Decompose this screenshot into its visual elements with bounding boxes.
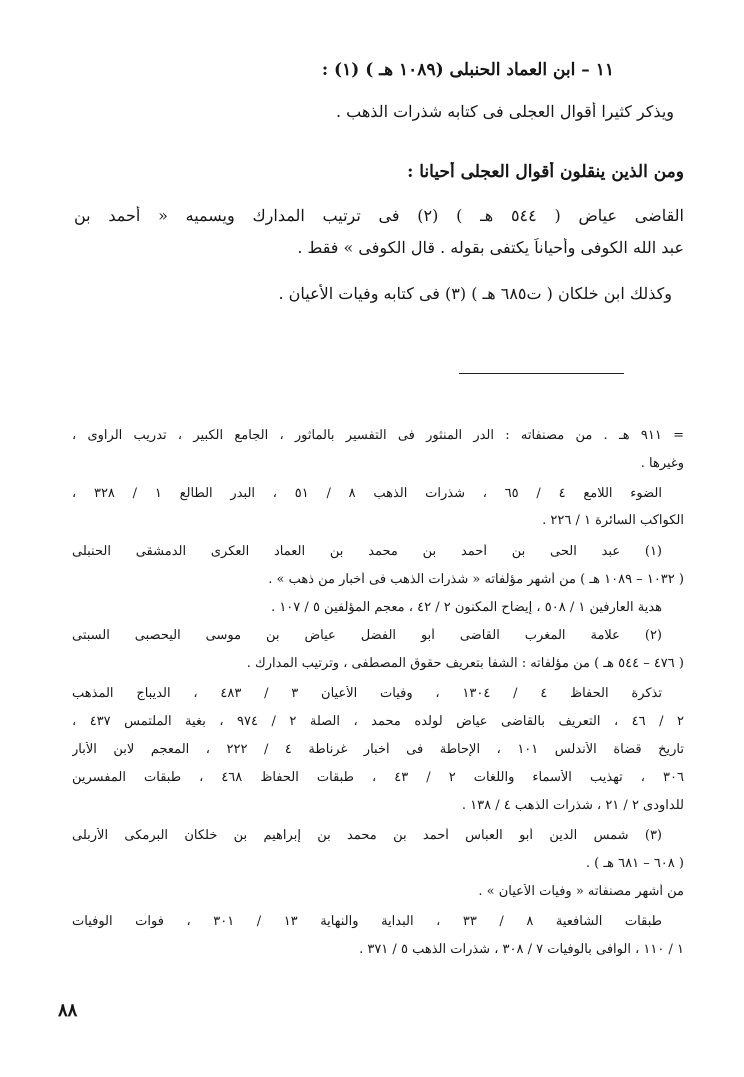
footnote-line: ١ / ١١٠ ، الوافى بالوفيات ٧ / ٣٠٨ ، شذرات الذهب ٥ / ٣٧١ . — [359, 942, 684, 957]
footnote-line: ٢ / ٤٦ ، التعريف بالقاضى عياض لولده محمد ، الصلة ٢ / ٩٧٤ ، بغية الملتمس ٤٣٧ ، — [72, 714, 684, 729]
section-heading: ١١ – ابن العماد الحنبلى (١٠٨٩ هـ ) (١) : — [321, 60, 614, 80]
footnote-line: الضوء اللامع ٤ / ٦٥ ، شذرات الذهب ٨ / ٥١ ، البدر الطالع ١ / ٣٢٨ ، — [72, 486, 662, 501]
footnote-line: (٢) علامة المغرب القاضى أبو الفضل عياض بن موسى اليحصبى السبتى — [72, 628, 662, 643]
footnote-line: ( ٦٠٨ – ٦٨١ هـ ) . — [585, 856, 684, 871]
footnote-line: وغيرها . — [640, 456, 684, 471]
footnote-line: = ٩١١ هـ . من مصنفاته : الدر المنثور فى التفسير بالمأثور ، الجامع الكبير ، تدريب الراوى ، — [72, 428, 684, 443]
footnote-line: من أشهر مصنفاته « وفيات الأعيان » . — [478, 884, 684, 899]
footnote-line: ( ١٠٣٢ – ١٠٨٩ هـ ) من أشهر مؤلفاته « شذرات الذهب فى أخبار من ذهب » . — [268, 572, 684, 587]
footnote-line: تاريخ قضاة الأندلس ١٠١ ، الإحاطة فى أخبار غرناطة ٤ / ٢٢٢ ، المعجم لابن الأبار — [72, 742, 684, 757]
footnote-line: هدية العارفين ١ / ٥٠٨ ، إيضاح المكنون ٢ / ٤٢ ، معجم المؤلفين ٥ / ١٠٧ . — [271, 600, 662, 615]
body-line: ويذكر كثيرا أقوال العجلى فى كتابه شذرات الذهب . — [335, 102, 674, 121]
page-number: ٨٨ — [58, 1000, 78, 1021]
footnote-line: (١) عبد الحى بن أحمد بن محمد بن العماد العكرى الدمشقى الحنبلى — [72, 544, 662, 559]
footnote-line: ( ٤٧٦ – ٥٤٤ هـ ) من مؤلفاته : الشفا بتعريف حقوق المصطفى ، وترتيب المدارك . — [246, 656, 684, 671]
subsection-heading: ومن الذين ينقلون أقوال العجلى أحيانا : — [407, 162, 684, 182]
footnote-line: الكواكب السائرة ١ / ٢٢٦ . — [542, 513, 684, 528]
body-line: عبد الله الكوفى وأحياناً يكتفى بقوله . قال الكوفى » فقط . — [297, 238, 684, 257]
footnote-separator — [459, 373, 624, 374]
footnote-line: (٣) شمس الدين أبو العباس أحمد بن محمد بن إبراهيم بن خلكان البرمكى الأربلى — [72, 828, 662, 843]
footnote-line: ٣٠٦ ، تهذيب الأسماء واللغات ٢ / ٤٣ ، طبقات الحفاظ ٤٦٨ ، طبقات المفسرين — [72, 770, 684, 785]
body-line: وكذلك ابن خلكان ( ت٦٨٥ هـ ) (٣) فى كتابه وفيات الأعيان . — [278, 284, 672, 303]
body-line: القاضى عياض ( ٥٤٤ هـ ) (٢) فى ترتيب المدارك ويسميه « أحمد بن — [74, 206, 684, 225]
footnote-line: تذكرة الحفاظ ٤ / ١٣٠٤ ، وفيات الأعيان ٣ / ٤٨٣ ، الديباج المذهب — [72, 686, 662, 701]
footnote-line: للداودى ٢ / ٢١ ، شذرات الذهب ٤ / ١٣٨ . — [461, 798, 684, 813]
footnote-line: طبقات الشافعية ٨ / ٣٣ ، البداية والنهاية ١٣ / ٣٠١ ، فوات الوفيات — [72, 914, 662, 929]
